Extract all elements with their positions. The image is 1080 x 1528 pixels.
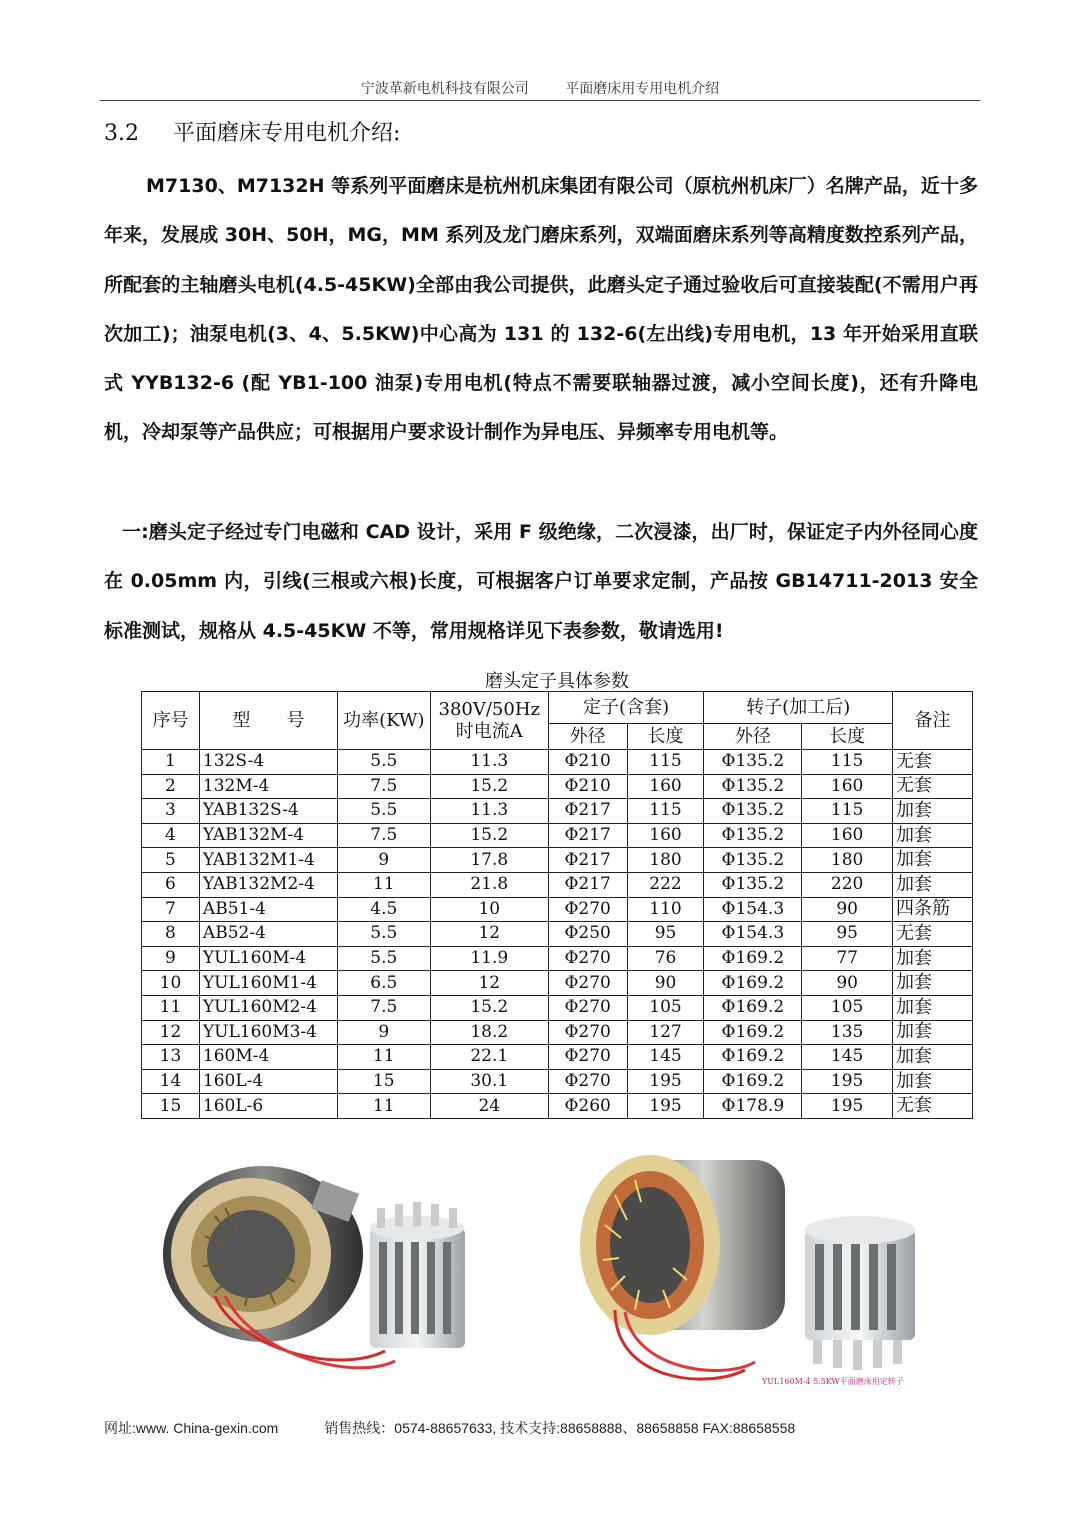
- cell-seq: 1: [142, 750, 200, 775]
- cell-stator-length: 90: [627, 971, 704, 996]
- cell-stator-length: 160: [627, 774, 704, 799]
- table-row: [142, 897, 973, 922]
- stator-photo-2: [575, 1140, 940, 1400]
- cell-power: 9: [337, 1020, 430, 1045]
- header-current-line1: 380V/50Hz: [438, 698, 541, 720]
- header-current-line2: 时电流A: [455, 720, 523, 742]
- cell-power: 11: [337, 1045, 430, 1070]
- cell-rotor-outer-dia: Φ135.2: [704, 823, 802, 848]
- table-row: [142, 946, 973, 971]
- cell-current: 11.3: [430, 799, 548, 824]
- cell-rotor-outer-dia: Φ135.2: [704, 799, 802, 824]
- cell-rotor-outer-dia: Φ135.2: [704, 848, 802, 873]
- cell-note: 加套: [893, 872, 973, 897]
- table-row: [142, 995, 973, 1020]
- table-row: [142, 1045, 973, 1070]
- page-header: [100, 78, 980, 98]
- table-row: [142, 799, 973, 824]
- page-footer: [104, 1418, 795, 1438]
- cell-seq: 15: [142, 1094, 200, 1119]
- table-row: [142, 971, 973, 996]
- cell-power: 15: [337, 1069, 430, 1094]
- cell-rotor-length: 180: [802, 848, 893, 873]
- table-body: [142, 750, 973, 1119]
- cell-model: YUL160M2-4: [199, 995, 337, 1020]
- cell-seq: 5: [142, 848, 200, 873]
- header-power: 功率(KW): [337, 692, 430, 750]
- table-row: [142, 1069, 973, 1094]
- cell-model: YAB132M2-4: [199, 872, 337, 897]
- header-stator-length: 长度: [627, 724, 704, 750]
- section-number: 3.2: [104, 121, 139, 146]
- cell-power: 7.5: [337, 774, 430, 799]
- cell-seq: 4: [142, 823, 200, 848]
- header-doc-title: 平面磨床用专用电机介绍: [565, 81, 720, 97]
- cell-stator-length: 222: [627, 872, 704, 897]
- table-row: [142, 774, 973, 799]
- cell-stator-outer-dia: Φ270: [548, 1069, 627, 1094]
- cell-rotor-outer-dia: Φ135.2: [704, 750, 802, 775]
- cell-rotor-outer-dia: Φ169.2: [704, 1045, 802, 1070]
- cell-rotor-outer-dia: Φ169.2: [704, 946, 802, 971]
- cell-seq: 14: [142, 1069, 200, 1094]
- footer-website: 网址:www. China-gexin.com: [104, 1420, 279, 1436]
- cell-rotor-length: 95: [802, 922, 893, 947]
- cell-stator-length: 195: [627, 1069, 704, 1094]
- cell-seq: 12: [142, 1020, 200, 1045]
- cell-rotor-outer-dia: Φ169.2: [704, 1069, 802, 1094]
- cell-model: YAB132M-4: [199, 823, 337, 848]
- cell-model: YAB132S-4: [199, 799, 337, 824]
- section-title: 平面磨床专用电机介绍:: [173, 121, 401, 146]
- cell-stator-length: 160: [627, 823, 704, 848]
- header-note: 备注: [893, 692, 973, 750]
- cell-rotor-outer-dia: Φ178.9: [704, 1094, 802, 1119]
- cell-stator-length: 110: [627, 897, 704, 922]
- cell-note: 加套: [893, 823, 973, 848]
- table-row: [142, 922, 973, 947]
- cell-current: 17.8: [430, 848, 548, 873]
- cell-seq: 10: [142, 971, 200, 996]
- header-stator-outer-dia: 外径: [548, 724, 627, 750]
- section-heading: [104, 116, 400, 147]
- cell-power: 5.5: [337, 922, 430, 947]
- header-seq: 序号: [142, 692, 200, 750]
- cell-power: 5.5: [337, 750, 430, 775]
- cell-seq: 2: [142, 774, 200, 799]
- cell-rotor-length: 90: [802, 897, 893, 922]
- cell-current: 15.2: [430, 823, 548, 848]
- cell-current: 15.2: [430, 774, 548, 799]
- cell-stator-outer-dia: Φ270: [548, 995, 627, 1020]
- cell-power: 11: [337, 1094, 430, 1119]
- cell-rotor-length: 195: [802, 1069, 893, 1094]
- cell-stator-outer-dia: Φ217: [548, 799, 627, 824]
- cell-stator-outer-dia: Φ217: [548, 848, 627, 873]
- cell-rotor-outer-dia: Φ154.3: [704, 922, 802, 947]
- cell-stator-length: 145: [627, 1045, 704, 1070]
- cell-rotor-length: 90: [802, 971, 893, 996]
- cell-model: YAB132M1-4: [199, 848, 337, 873]
- intro-paragraph: M7130、M7132H 等系列平面磨床是杭州机床集团有限公司（原杭州机床厂）名牌产品，近十多年来，发展成 30H、50H，MG，MM 系列及龙门磨床系列，双端面磨床系列等高精度数控系列产品，所配套的主轴磨头电机(4.5-45KW)全部由我公司提供，此磨头定子通过验收后可直接装配(不需用户再次加工)；油泵电机(3、4、5.5KW)中心高为 131 的 132-6(左出线)专用电机，13 年开始采用直联式 YYB132-6 (配 YB1-100 油泵)专用电机(特点不需要联轴器过渡，减小空间长度)，还有升降电机，冷却泵等产品供应；可根据用户要求设计制作为异电压、异频率专用电机等。: [104, 175, 978, 444]
- cell-power: 9: [337, 848, 430, 873]
- cell-current: 15.2: [430, 995, 548, 1020]
- header-divider: [100, 100, 980, 101]
- cell-current: 22.1: [430, 1045, 548, 1070]
- cell-rotor-outer-dia: Φ169.2: [704, 1020, 802, 1045]
- cell-note: 加套: [893, 1069, 973, 1094]
- table-row: [142, 1094, 973, 1119]
- cell-note: 四条筋: [893, 897, 973, 922]
- cell-current: 11.9: [430, 946, 548, 971]
- table-title: 磨头定子具体参数: [485, 671, 629, 692]
- cell-stator-length: 195: [627, 1094, 704, 1119]
- header-stator: 定子(含套): [548, 692, 704, 724]
- header-rotor-outer-dia: 外径: [704, 724, 802, 750]
- cell-stator-outer-dia: Φ210: [548, 750, 627, 775]
- cell-rotor-outer-dia: Φ135.2: [704, 774, 802, 799]
- cell-stator-length: 95: [627, 922, 704, 947]
- cell-stator-outer-dia: Φ260: [548, 1094, 627, 1119]
- cell-current: 12: [430, 922, 548, 947]
- cell-stator-outer-dia: Φ217: [548, 823, 627, 848]
- cell-note: 无套: [893, 774, 973, 799]
- cell-current: 10: [430, 897, 548, 922]
- table-row: [142, 823, 973, 848]
- cell-stator-outer-dia: Φ250: [548, 922, 627, 947]
- table-row: [142, 1020, 973, 1045]
- stator-spec-table: [141, 691, 973, 1119]
- cell-model: YUL160M3-4: [199, 1020, 337, 1045]
- cell-seq: 7: [142, 897, 200, 922]
- cell-power: 11: [337, 872, 430, 897]
- cell-seq: 3: [142, 799, 200, 824]
- cell-model: YUL160M-4: [199, 946, 337, 971]
- cell-rotor-length: 115: [802, 750, 893, 775]
- header-model: 型 号: [199, 692, 337, 750]
- cell-rotor-outer-dia: Φ169.2: [704, 995, 802, 1020]
- table-row: [142, 848, 973, 873]
- cell-rotor-length: 105: [802, 995, 893, 1020]
- cell-model: 132S-4: [199, 750, 337, 775]
- cell-rotor-length: 160: [802, 774, 893, 799]
- cell-current: 30.1: [430, 1069, 548, 1094]
- cell-stator-length: 76: [627, 946, 704, 971]
- cell-rotor-length: 145: [802, 1045, 893, 1070]
- cell-note: 无套: [893, 750, 973, 775]
- cell-model: AB51-4: [199, 897, 337, 922]
- cell-power: 6.5: [337, 971, 430, 996]
- cell-current: 18.2: [430, 1020, 548, 1045]
- cell-current: 11.3: [430, 750, 548, 775]
- cell-seq: 8: [142, 922, 200, 947]
- table-row: [142, 872, 973, 897]
- cell-rotor-length: 135: [802, 1020, 893, 1045]
- cell-current: 12: [430, 971, 548, 996]
- stator-paragraph: 一:磨头定子经过专门电磁和 CAD 设计，采用 F 级绝缘，二次浸漆，出厂时，保证定子内外径同心度在 0.05mm 内，引线(三根或六根)长度，可根据客户订单要求定制，产品按 GB14711-2013 安全标准测试，规格从 4.5-45KW 不等，常用规格详见下表参数，敬请选用!: [104, 521, 978, 642]
- cell-seq: 9: [142, 946, 200, 971]
- cell-stator-length: 115: [627, 750, 704, 775]
- cell-note: 加套: [893, 946, 973, 971]
- cell-rotor-outer-dia: Φ169.2: [704, 971, 802, 996]
- cell-seq: 11: [142, 995, 200, 1020]
- header-rotor: 转子(加工后): [704, 692, 893, 724]
- cell-rotor-length: 115: [802, 799, 893, 824]
- cell-stator-length: 180: [627, 848, 704, 873]
- cell-model: 160L-6: [199, 1094, 337, 1119]
- cell-power: 5.5: [337, 799, 430, 824]
- cell-power: 4.5: [337, 897, 430, 922]
- cell-model: YUL160M1-4: [199, 971, 337, 996]
- cell-current: 21.8: [430, 872, 548, 897]
- cell-power: 5.5: [337, 946, 430, 971]
- cell-note: 加套: [893, 971, 973, 996]
- cell-note: 无套: [893, 922, 973, 947]
- cell-rotor-length: 195: [802, 1094, 893, 1119]
- cell-rotor-length: 77: [802, 946, 893, 971]
- cell-note: 加套: [893, 848, 973, 873]
- cell-stator-outer-dia: Φ270: [548, 1045, 627, 1070]
- footer-contact: 销售热线：0574-88657633, 技术支持:88658888、88658858 FAX:88658558: [324, 1420, 796, 1436]
- cell-rotor-outer-dia: Φ135.2: [704, 872, 802, 897]
- header-company: 宁波革新电机科技有限公司: [360, 81, 529, 97]
- cell-note: 加套: [893, 995, 973, 1020]
- photo-caption: YUL160M-4 5.5KW平面磨床用定转子: [762, 1377, 904, 1386]
- header-current: [430, 692, 548, 750]
- cell-stator-outer-dia: Φ270: [548, 946, 627, 971]
- cell-stator-outer-dia: Φ217: [548, 872, 627, 897]
- cell-power: 7.5: [337, 823, 430, 848]
- cell-seq: 13: [142, 1045, 200, 1070]
- cell-model: 132M-4: [199, 774, 337, 799]
- cell-stator-outer-dia: Φ270: [548, 1020, 627, 1045]
- cell-stator-outer-dia: Φ270: [548, 897, 627, 922]
- cell-note: 无套: [893, 1094, 973, 1119]
- cell-current: 24: [430, 1094, 548, 1119]
- cell-note: 加套: [893, 1045, 973, 1070]
- cell-rotor-outer-dia: Φ154.3: [704, 897, 802, 922]
- cell-power: 7.5: [337, 995, 430, 1020]
- cell-stator-length: 127: [627, 1020, 704, 1045]
- cell-stator-outer-dia: Φ210: [548, 774, 627, 799]
- cell-model: 160L-4: [199, 1069, 337, 1094]
- cell-stator-length: 115: [627, 799, 704, 824]
- cell-note: 加套: [893, 799, 973, 824]
- cell-rotor-length: 160: [802, 823, 893, 848]
- cell-stator-length: 105: [627, 995, 704, 1020]
- cell-model: 160M-4: [199, 1045, 337, 1070]
- stator-photo-1: [155, 1146, 500, 1391]
- cell-stator-outer-dia: Φ270: [548, 971, 627, 996]
- table-row: [142, 750, 973, 775]
- cell-seq: 6: [142, 872, 200, 897]
- cell-model: AB52-4: [199, 922, 337, 947]
- cell-rotor-length: 220: [802, 872, 893, 897]
- cell-note: 加套: [893, 1020, 973, 1045]
- header-rotor-length: 长度: [802, 724, 893, 750]
